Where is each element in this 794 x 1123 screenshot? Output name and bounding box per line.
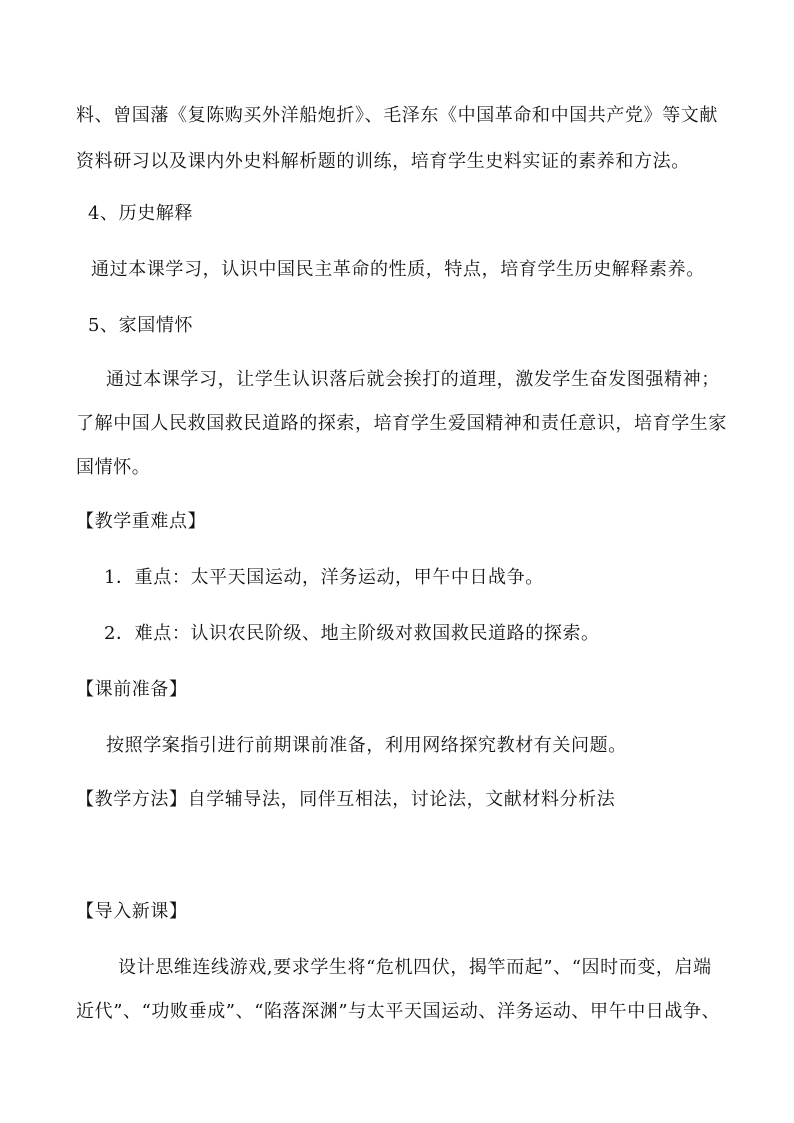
body-text-line: 通过本课学习，认识中国民主革命的性质，特点，培育学生历史解释素养。 xyxy=(91,259,705,280)
body-text-line: 料、曾国藩《复陈购买外洋船炮折》、毛泽东《中国革命和中国共产党》等文献 xyxy=(76,105,718,126)
body-text-line: 按照学案指引进行前期课前准备，利用网络探究教材有关问题。 xyxy=(106,735,627,756)
section-heading-preparation: 【课前准备】 xyxy=(76,679,188,700)
section-heading-key-difficult-points: 【教学重难点】 xyxy=(76,511,207,532)
section-heading-patriotism: 5、家国情怀 xyxy=(88,315,194,336)
body-text-line: 国情怀。 xyxy=(76,457,151,478)
difficult-point-item: 2．难点：认识农民阶级、地主阶级对救国救民道路的探索。 xyxy=(104,623,600,644)
body-text-line: 设计思维连线游戏,要求学生将“危机四伏，揭竿而起”、“因时而变，启端 xyxy=(118,957,712,978)
body-text-line: 了解中国人民救国救民道路的探索，培育学生爱国精神和责任意识，培育学生家 xyxy=(76,413,727,434)
body-text-line: 通过本课学习，让学生认识落后就会挨打的道理，激发学生奋发图强精神； xyxy=(106,369,720,390)
body-text-line: 资料研习以及课内外史料解析题的训练，培育学生史料实证的素养和方法。 xyxy=(76,151,690,172)
section-heading-introduction: 【导入新课】 xyxy=(76,901,188,922)
key-point-item: 1．重点：太平天国运动，洋务运动，甲午中日战争。 xyxy=(104,567,544,588)
section-heading-historical-interpretation: 4、历史解释 xyxy=(88,203,194,224)
body-text-line: 近代”、“功败垂成”、“陷落深渊”与太平天国运动、洋务运动、甲午中日战争、 xyxy=(76,1001,721,1022)
section-heading-teaching-methods: 【教学方法】自学辅导法，同伴互相法，讨论法，文献材料分析法 xyxy=(76,789,616,810)
